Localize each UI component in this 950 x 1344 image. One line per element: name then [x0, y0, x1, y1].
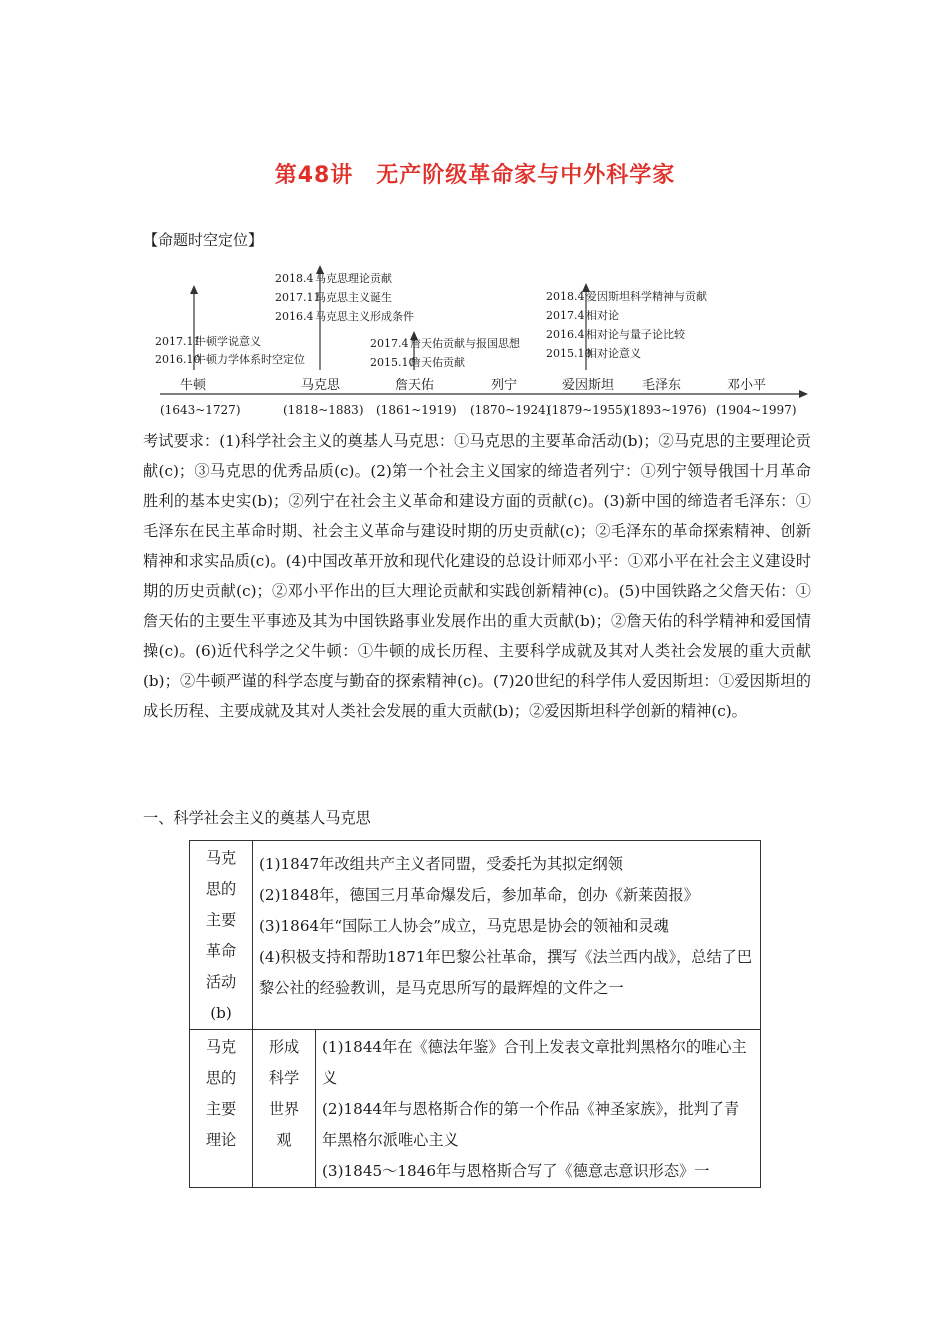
category-text: 马克	[205, 849, 237, 867]
einstein-event: 2016.4 相对论与量子论比较	[546, 328, 685, 341]
list-item: (3)1864年“国际工人协会”成立，马克思是协会的领袖和灵魂	[259, 917, 669, 935]
person-name: 牛顿	[180, 378, 207, 393]
person-years: (1893~1976)	[626, 403, 707, 417]
category-cell	[190, 1030, 253, 1188]
person-name: 马克思	[301, 378, 341, 393]
marx-event: 2016.4 马克思主义形成条件	[275, 310, 414, 323]
person-years: (1861~1919)	[376, 403, 457, 417]
marx-table	[189, 840, 761, 1188]
einstein-event: 2015.10相对论意义	[546, 347, 641, 360]
category-text: 思的	[205, 1069, 237, 1087]
category-text: (b)	[210, 1004, 232, 1022]
page-title: 第48讲 无产阶级革命家与中外科学家	[274, 163, 676, 188]
person-years: (1818~1883)	[283, 403, 364, 417]
person-years: (1643~1727)	[160, 403, 241, 417]
list-item: (3)1845～1846年与恩格斯合写了《德意志意识形态》一	[322, 1162, 710, 1180]
table-row	[190, 841, 761, 1030]
list-item: (2)1844年与恩格斯合作的第一个作品《神圣家族》，批判了青年黑格尔派唯心主义	[322, 1100, 740, 1149]
subcategory-text: 世界	[268, 1100, 300, 1118]
person-name: 邓小平	[727, 378, 767, 393]
marx-event: 2018.4 马克思理论贡献	[275, 272, 392, 285]
marx-event: 2017.11马克思主义诞生	[275, 291, 392, 304]
subcategory-text: 形成	[268, 1038, 300, 1056]
timeline-diagram	[0, 0, 950, 420]
zhan-event: 2015.10詹天佑贡献	[370, 356, 465, 369]
person-years: (1870~1924)	[470, 403, 551, 417]
person-years: (1879~1955)	[547, 403, 628, 417]
content-cell	[316, 1030, 761, 1188]
list-item: (1)1847年改组共产主义者同盟，受委托为其拟定纲领	[259, 855, 623, 873]
zhan-event: 2017.4 詹天佑贡献与报国思想	[370, 337, 520, 350]
category-text: 主要	[205, 911, 237, 929]
category-text: 马克	[205, 1038, 237, 1056]
person-name: 毛泽东	[642, 378, 682, 393]
timeline-axis-arrow	[799, 390, 808, 398]
newton-event: 2017.11牛顿学说意义	[155, 335, 261, 348]
table-row	[190, 1030, 761, 1188]
category-text: 理论	[205, 1131, 237, 1149]
category-text: 主要	[205, 1100, 237, 1118]
person-name: 詹天佑	[395, 378, 435, 393]
category-cell	[190, 841, 253, 1030]
person-name: 爱因斯坦	[562, 378, 615, 393]
category-text: 思的	[205, 880, 237, 898]
list-item: (4)积极支持和帮助1871年巴黎公社革命，撰写《法兰西内战》，总结了巴黎公社的经验教训，是马克思所写的最辉煌的文件之一	[259, 948, 753, 997]
person-years: (1904~1997)	[716, 403, 797, 417]
einstein-event: 2017.4 相对论	[546, 309, 619, 322]
list-item: (1)1844年在《德法年鉴》合刊上发表文章批判黑格尔的唯心主义	[322, 1038, 747, 1087]
newton-event: 2016.10牛顿力学体系时空定位	[155, 353, 305, 366]
subcategory-text: 科学	[268, 1069, 300, 1087]
newton-arrow-head	[190, 285, 198, 294]
content-cell	[253, 841, 761, 1030]
category-text: 活动	[205, 973, 237, 991]
list-item: (2)1848年，德国三月革命爆发后，参加革命，创办《新莱茵报》	[259, 886, 699, 904]
section-tag: 【命题时空定位】	[143, 231, 264, 249]
einstein-event: 2018.4 爱因斯坦科学精神与贡献	[546, 290, 707, 303]
exam-requirements: 考试要求：(1)科学社会主义的奠基人马克思：①马克思的主要革命活动(b)；②马克思的主要理论贡献(c)；③马克思的优秀品质(c)。(2)第一个社会主义国家的缔造者列宁：①列宁领导俄国十月革命胜利的基本史实(b)；②列宁在社会主义革命和建设方面的贡献(c)。(3)新中国的缔造者毛泽东：①毛泽东在民主革命时期、社会主义革命与建设时期的历史贡献(c)；②毛泽东的革命探索精神、创新精神和求实品质(c)。(4)中国改革开放和现代化建设的总设计师邓小平：①邓小平在社会主义建设时期的历史贡献(c)；②邓小平作出的巨大理论贡献和实践创新精神(c)。(5)中国铁路之父詹天佑：①詹天佑的主要生平事迹及其为中国铁路事业发展作出的重大贡献(b)；②詹天佑的科学精神和爱国情操(c)。(6)近代科学之父牛顿：①牛顿的成长历程、主要科学成就及其对人类社会发展的重大贡献(b)；②牛顿严谨的科学态度与勤奋的探索精神(c)。(7)20世纪的科学伟人爱因斯坦：①爱因斯坦的成长历程、主要成就及其对人类社会发展的重大贡献(b)；②爱因斯坦科学创新的精神(c)。	[143, 432, 811, 720]
subcategory-text: 观	[276, 1131, 292, 1149]
person-name: 列宁	[491, 378, 518, 393]
section-heading: 一、科学社会主义的奠基人马克思	[143, 809, 371, 827]
category-text: 革命	[205, 942, 237, 960]
subcategory-cell	[253, 1030, 316, 1188]
